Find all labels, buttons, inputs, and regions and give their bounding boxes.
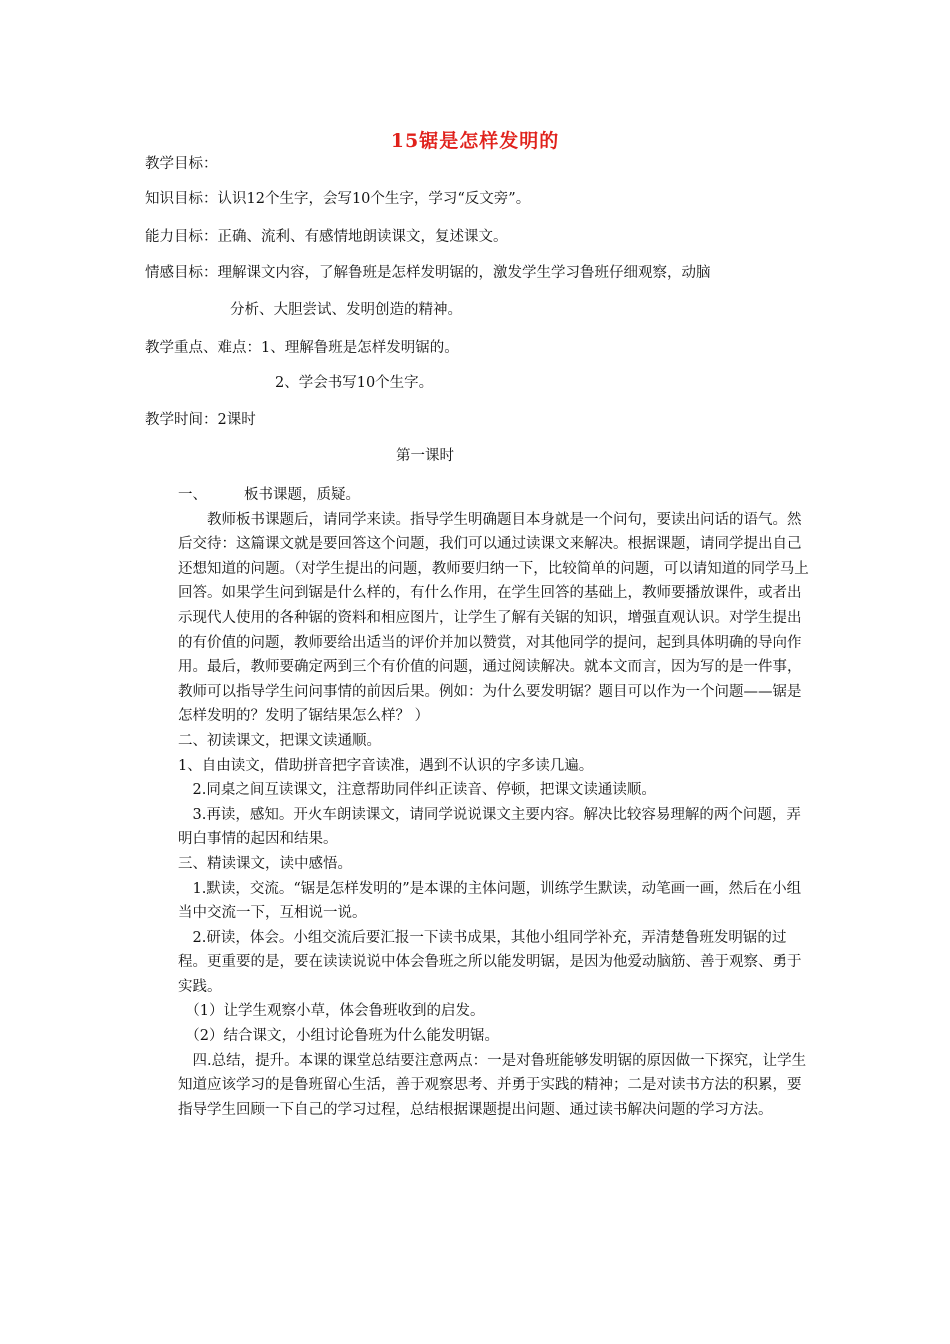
step1-body: 教师板书课题后，请同学来读。指导学生明确题目本身就是一个问句，要读出问话的语气。然后交待：这篇课文就是要回答这个问题，我们可以通过读课文来解决。根据课题，请同学提出自己还想知道的问题。（对学生提出的问题，教师要归纳一下，比较简单的问题，可以请知道的同学马上回答。如果学生问到锯是什么样的，有什么作用，在学生回答的基础上，教师要播放课件，或者出示现代人使用的各种锯的资料和相应图片，让学生了解有关锯的知识，增强直观认识。对学生提出的有价值的问题，教师要给出适当的评价并加以赞赏，对其他同学的提问，起到具体明确的导向作用。最后，教师要确定两到三个有价值的问题，通过阅读解决。就本文而言，因为写的是一件事，教师可以指导学生问问事情的前因后果。例如：为什么要发明锯？题目可以作为一个问题——锯是怎样发明的？发明了锯结果怎么样？ ） <box>178 511 809 725</box>
step3-heading: 三、精读课文，读中感悟。 <box>178 855 352 872</box>
knowledge-goal: 知识目标：认识12个生字，会写10个生字，学习“反文旁”。 <box>145 191 531 207</box>
step3-item2: 2.研读，体会。小组交流后要汇报一下读书成果，其他小组同学补充，弄清楚鲁班发明锯的过程。更重要的是，要在读读说说中体会鲁班之所以能发明锯，是因为他爱动脑筋、善于观察、勇于实践。 <box>178 929 802 995</box>
ability-goal: 能力目标：正确、流利、有感情地朗读课文，复述课文。 <box>145 229 508 245</box>
step2-item2: 2.同桌之间互读课文，注意帮助同伴纠正读音、停顿，把课文读通读顺。 <box>192 782 656 799</box>
key-points-line2: 2、学会书写10个生字。 <box>275 375 434 391</box>
lesson-body <box>178 483 813 1122</box>
step1-heading <box>178 483 813 508</box>
step3-item1: 1.默读，交流。“锯是怎样发明的”是本课的主体问题，训练学生默读，动笔画一画，然后在小组当中交流一下，互相说一说。 <box>178 880 802 922</box>
step4-body: 四.总结，提升。本课的课堂总结要注意两点：一是对鲁班能够发明锯的原因做一下探究，让学生知道应该学习的是鲁班留心生活，善于观察思考、并勇于实践的精神；二是对读书方法的积累，要指导学生回顾一下自己的学习过程，总结根据课题提出问题、通过读书解决问题的学习方法。 <box>178 1052 807 1118</box>
step1-label: 一、 <box>178 487 207 503</box>
emotion-goal-line2: 分析、大胆尝试、发明创造的精神。 <box>230 302 462 318</box>
key-points-line1: 教学重点、难点：1、理解鲁班是怎样发明锯的。 <box>145 340 459 356</box>
step3-sub1: （1）让学生观察小草，体会鲁班收到的启发。 <box>185 1003 485 1020</box>
step2-heading: 二、初读课文，把课文读通顺。 <box>178 732 381 749</box>
document-title: 15锯是怎样发明的 <box>390 130 560 152</box>
lesson-heading: 第一课时 <box>396 448 454 464</box>
objectives-heading: 教学目标： <box>145 156 218 172</box>
step2-item1: 1、自由读文，借助拼音把字音读准，遇到不认识的字多读几遍。 <box>178 757 594 774</box>
emotion-goal-line1: 情感目标：理解课文内容，了解鲁班是怎样发明锯的，激发学生学习鲁班仔细观察，动脑 <box>145 265 711 281</box>
teaching-time: 教学时间：2课时 <box>145 412 256 428</box>
step1-text: 板书课题，质疑。 <box>244 487 360 503</box>
step2-item3: 3.再读，感知。开火车朗读课文，请同学说说课文主要内容。解决比较容易理解的两个问题，弄明白事情的起因和结果。 <box>178 806 801 848</box>
step3-sub2: （2）结合课文，小组讨论鲁班为什么能发明锯。 <box>185 1028 499 1045</box>
